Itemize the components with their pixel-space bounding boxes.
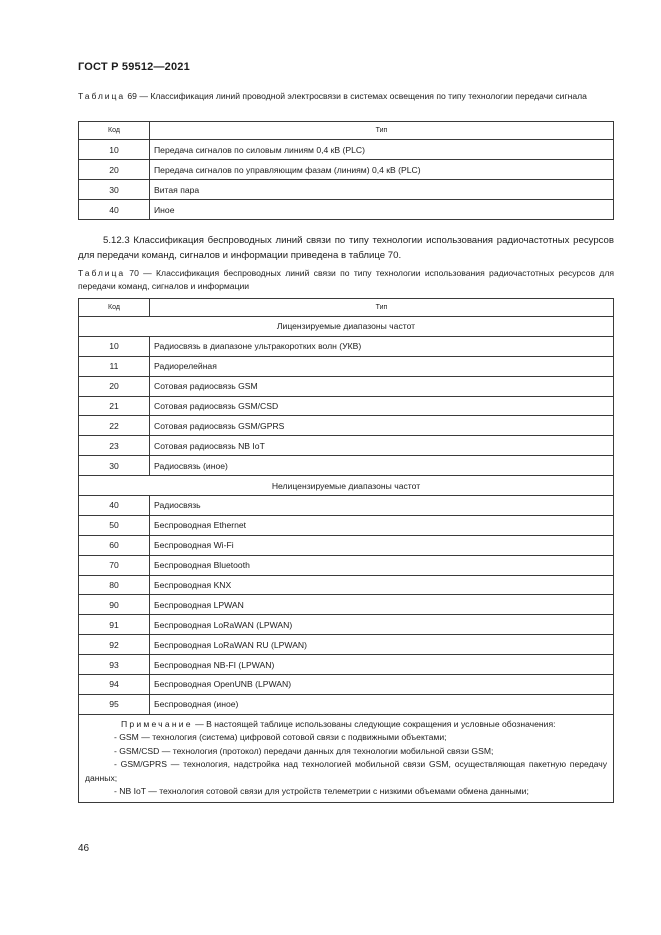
table-row — [79, 635, 614, 655]
table-row — [79, 655, 614, 675]
row-type: Сотовая радиосвязь GSM/GPRS — [150, 416, 614, 436]
table-70 — [78, 298, 614, 803]
paragraph-5-12-3: 5.12.3 Классификация беспроводных линий связи по типу технологии использования радиочастотных ресурсов для передачи команд, сигналов и информации приведена в таблице 70. — [78, 235, 614, 261]
row-code: 50 — [79, 515, 150, 535]
row-code: 30 — [79, 456, 150, 476]
table-row — [79, 336, 614, 356]
row-type: Беспроводная Wi-Fi — [150, 535, 614, 555]
table-row — [79, 555, 614, 575]
row-type: Сотовая радиосвязь GSM/CSD — [150, 396, 614, 416]
note-label: Примечание — [121, 718, 193, 729]
row-type: Сотовая радиосвязь NB IoT — [150, 436, 614, 456]
row-type: Беспроводная NB-FI (LPWAN) — [150, 655, 614, 675]
table69-caption — [78, 90, 614, 103]
table-row — [79, 694, 614, 714]
row-code: 90 — [79, 595, 150, 615]
table-69 — [78, 121, 614, 220]
row-type: Беспроводная LoRaWAN RU (LPWAN) — [150, 635, 614, 655]
row-type: Беспроводная LoRaWAN (LPWAN) — [150, 615, 614, 635]
row-code: 40 — [79, 496, 150, 516]
row-type: Сотовая радиосвязь GSM — [150, 376, 614, 396]
row-type: Радиорелейная — [150, 356, 614, 376]
row-code: 94 — [79, 675, 150, 695]
table-row — [79, 200, 614, 220]
table-row — [79, 416, 614, 436]
row-type: Беспроводная Ethernet — [150, 515, 614, 535]
row-type: Иное — [150, 200, 614, 220]
table70-caption-word: Таблица — [78, 268, 125, 278]
table-row — [79, 376, 614, 396]
row-type: Радиосвязь — [150, 496, 614, 516]
table-row — [79, 496, 614, 516]
table-row — [79, 595, 614, 615]
row-type: Беспроводная KNX — [150, 575, 614, 595]
table-row — [79, 615, 614, 635]
row-code: 93 — [79, 655, 150, 675]
row-type: Беспроводная LPWAN — [150, 595, 614, 615]
table70-section-licensed: Лицензируемые диапазоны частот — [79, 317, 614, 337]
table-row — [79, 396, 614, 416]
table-row — [79, 160, 614, 180]
note-item: - GSM/CSD — технология (протокол) передачи данных для технологии мобильной связи GSM; — [114, 745, 494, 756]
row-type: Беспроводная OpenUNB (LPWAN) — [150, 675, 614, 695]
row-type: Радиосвязь (иное) — [150, 456, 614, 476]
table70-caption — [78, 267, 614, 292]
row-code: 22 — [79, 416, 150, 436]
table69-header-type: Тип — [150, 122, 614, 140]
table70-header-type: Тип — [150, 299, 614, 317]
row-code: 91 — [79, 615, 150, 635]
page-number: 46 — [78, 843, 90, 854]
table-row — [79, 575, 614, 595]
row-code: 95 — [79, 694, 150, 714]
row-type: Беспроводная (иное) — [150, 694, 614, 714]
row-type: Беспроводная Bluetooth — [150, 555, 614, 575]
row-code: 23 — [79, 436, 150, 456]
table69-caption-word: Таблица — [78, 91, 125, 101]
row-code: 80 — [79, 575, 150, 595]
row-code: 30 — [79, 180, 150, 200]
row-code: 92 — [79, 635, 150, 655]
table-row — [79, 180, 614, 200]
table-row — [79, 436, 614, 456]
table69-caption-text: 69 — Классификация линий проводной электросвязи в системах освещения по типу технологии передачи сигнала — [125, 91, 587, 101]
row-code: 60 — [79, 535, 150, 555]
row-code: 10 — [79, 336, 150, 356]
table70-header-code: Код — [79, 299, 150, 317]
row-code: 11 — [79, 356, 150, 376]
document-header: ГОСТ Р 59512—2021 — [78, 61, 190, 73]
row-code: 40 — [79, 200, 150, 220]
note-item: - NB IoT — технология сотовой связи для устройств телеметрии с низкими объемами обмена данными; — [114, 786, 529, 797]
note-item: - GSM — технология (система) цифровой сотовой связи с подвижными объектами; — [114, 732, 447, 743]
table70-note — [79, 714, 614, 802]
table-row — [79, 515, 614, 535]
row-code: 70 — [79, 555, 150, 575]
note-intro: — В настоящей таблице использованы следующие сокращения и условные обозначения: — [192, 718, 556, 729]
row-code: 21 — [79, 396, 150, 416]
row-code: 10 — [79, 140, 150, 160]
table-row — [79, 456, 614, 476]
table70-caption-text: 70 — Классификация беспроводных линий связи по типу технологии использования радиочастотных ресурсов для передачи команд, сигналов и информации — [78, 268, 614, 291]
note-item: - GSM/GPRS — технология, надстройка над технологией мобильной связи GSM, осуществляющая пакетную передачу данных; — [85, 759, 607, 783]
table-row — [79, 140, 614, 160]
row-type: Передача сигналов по силовым линиям 0,4 кВ (PLC) — [150, 140, 614, 160]
row-type: Радиосвязь в диапазоне ультракоротких волн (УКВ) — [150, 336, 614, 356]
table-row — [79, 356, 614, 376]
table70-section-unlicensed: Нелицензируемые диапазоны частот — [79, 476, 614, 496]
row-type: Передача сигналов по управляющим фазам (линиям) 0,4 кВ (PLC) — [150, 160, 614, 180]
table-row — [79, 535, 614, 555]
row-code: 20 — [79, 160, 150, 180]
row-code: 20 — [79, 376, 150, 396]
table-row — [79, 675, 614, 695]
table69-header-code: Код — [79, 122, 150, 140]
row-type: Витая пара — [150, 180, 614, 200]
